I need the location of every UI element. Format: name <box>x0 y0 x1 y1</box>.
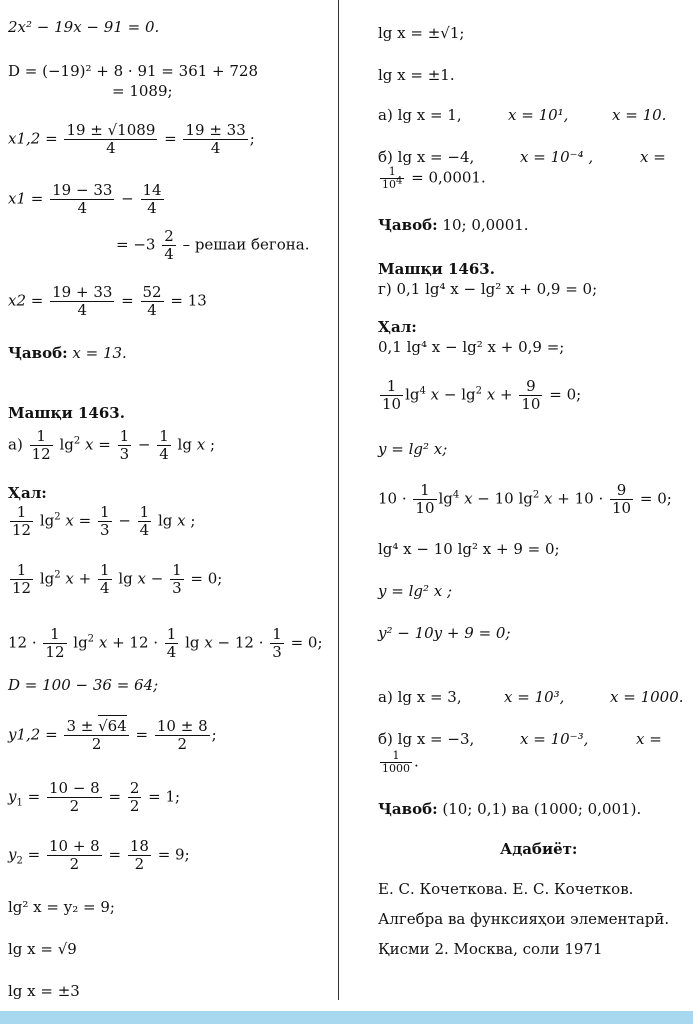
solution2-step-4: lg⁴ x − 10 lg² x + 9 = 0; <box>378 540 560 558</box>
lhs: x1,2 = <box>8 129 58 148</box>
root-x1: x1 = $\frac{19 - 33}{4}$ − $\frac{14}{4}$ <box>8 181 162 217</box>
solution2-step-2: $\frac{1}{10}$ $\lg^4 x - \lg^2 x$ + $\frac{9}{10}$ = 0; <box>382 377 582 413</box>
denominator: 4 <box>77 199 88 217</box>
case-result: x = 10. <box>612 106 667 124</box>
roots-y12: y1,2 = $\frac{3 \pm √64}{2}$ = $\frac{10 \pm 8}{2}$ ; <box>8 717 217 753</box>
solution-step-2: $\frac{1}{12}$ $\lg^2 x$ + $\frac{1}{4}$ lg x − $\frac{1}{3}$ = 0; <box>12 561 223 597</box>
equation-line: 2x² − 19x − 91 = 0. <box>8 18 160 36</box>
case-b-1-result: $\frac{1}{10^4}$ = 0,0001. <box>382 165 486 191</box>
exercise-g: г) 0,1 lg⁴ x − lg² x + 0,9 = 0; <box>378 280 598 298</box>
answer-value: x = 13. <box>72 344 127 362</box>
case-result: x = 1000. <box>610 688 684 706</box>
case-b-2 <box>378 730 662 748</box>
case-a-1 <box>378 106 667 124</box>
solution-step-3: 12 · $\frac{1}{12}$ $\lg^2 x + 12$ · $\frac{1}{4}$ lg x − 12 · $\frac{1}{3}$ = 0; <box>8 625 323 661</box>
references-title: Адабиёт: <box>500 840 578 858</box>
discriminant-line: D = (−19)² + 8 · 91 = 361 + 728 <box>8 62 259 80</box>
lg-squared-line: lg² x = y₂ = 9; <box>8 898 115 916</box>
lhs: y1,2 = <box>8 725 58 744</box>
denominator: 4 <box>210 139 221 157</box>
case-x: x = 10⁻³, <box>520 730 589 748</box>
lgx-pm-sqrt1: lg x = ±√1; <box>378 24 465 42</box>
solution-label-2: Ҳал: <box>378 318 417 336</box>
case-b-1 <box>378 148 666 166</box>
substitution-1: y = lg² x; <box>378 440 448 458</box>
denominator: 4 <box>147 301 157 319</box>
lgx-pm1: lg x = ±1. <box>378 66 455 84</box>
root-x2: x2 = $\frac{19 + 33}{4}$ = $\frac{52}{4}$ = 13 <box>8 283 207 319</box>
discriminant-2: D = 100 − 36 = 64; <box>8 676 159 694</box>
denominator: 4 <box>147 199 157 217</box>
numerator: 19 ± √1089 <box>66 121 156 139</box>
column-divider <box>338 0 339 1000</box>
numerator: 52 <box>142 283 162 301</box>
root-y2: $y_2$ = $\frac{10 + 8}{2}$ = $\frac{18}{2}$ = 9; <box>8 837 190 873</box>
case-eq: б) lg x = −4, <box>378 148 475 166</box>
numerator: 19 ± 33 <box>185 121 246 139</box>
solution-label: Ҳал: <box>8 484 47 502</box>
case-x-label: x = <box>636 730 662 748</box>
roots-formula: x1,2 = $\frac{19 \pm √1089}{4}$ = $\frac{19 \pm 33}{4}$ ; <box>8 121 255 157</box>
exercise-a: а) $\frac{1}{12}$ $\lg^2 x$ = $\frac{1}{3}$ − $\frac{1}{4}$ lg x ; <box>8 427 216 463</box>
case-x-label: x = <box>640 148 666 166</box>
answer-value: 10; 0,0001. <box>442 216 529 234</box>
numerator: 14 <box>142 181 162 199</box>
item-label: а) <box>8 435 23 454</box>
denominator: 4 <box>164 245 174 263</box>
solution2-step-3: 10 · $\frac{1}{10}$ $\lg^4 x - 10$ $\lg^2 x + 10$ · $\frac{9}{10}$ = 0; <box>378 481 672 517</box>
solution-step-1: $\frac{1}{12}$ $\lg^2 x$ = $\frac{1}{3}$ − $\frac{1}{4}$ lg x ; <box>12 503 196 539</box>
lhs: x1 = <box>8 189 44 208</box>
case-a-2 <box>378 688 684 706</box>
answer-label: Ҷавоб: <box>378 216 438 234</box>
exercise-title-2: Машқи 1463. <box>378 260 495 278</box>
numerator: 19 + 33 <box>52 283 113 301</box>
case-x: x = 10³, <box>504 688 565 706</box>
numerator: 19 − 33 <box>52 181 113 199</box>
reference-line-1: Е. С. Кочеткова. Е. С. Кочетков. <box>378 880 634 898</box>
case-eq: а) lg x = 1, <box>378 106 462 124</box>
footer-band <box>0 1011 693 1024</box>
answer-label: Ҷавоб: <box>378 800 438 818</box>
answer-label: Ҷавоб: <box>8 344 68 362</box>
denominator: 4 <box>106 139 116 157</box>
case-eq: а) lg x = 3, <box>378 688 462 706</box>
exercise-title: Машқи 1463. <box>8 404 125 422</box>
numerator: 2 <box>164 227 174 245</box>
case-x: x = 10¹, <box>508 106 569 124</box>
solution2-step-1: 0,1 lg⁴ x − lg² x + 0,9 =; <box>378 338 565 356</box>
result: = −3 <box>116 235 156 254</box>
substitution-2: y = lg² x ; <box>378 582 453 600</box>
result: = 13 <box>170 291 207 310</box>
root-x1-result <box>116 228 309 263</box>
answer-value: (10; 0,1) ва (1000; 0,001). <box>442 800 642 818</box>
extraneous-note: – решаи бегона. <box>182 235 310 254</box>
answer-1 <box>8 344 127 362</box>
quadratic-y: y² − 10y + 9 = 0; <box>378 624 511 642</box>
discriminant-result: = 1089; <box>112 82 173 100</box>
lhs: x2 = <box>8 291 44 310</box>
answer-3 <box>378 800 641 818</box>
reference-line-2: Алгебра ва функсияҳои элементарӣ. <box>378 910 670 928</box>
case-result: = 0,0001. <box>411 168 486 187</box>
answer-2 <box>378 216 529 234</box>
case-b-2-result: $\frac{1}{1000}$ . <box>382 749 419 775</box>
root-y1: $y_1$ = $\frac{10 - 8}{2}$ = $\frac{2}{2}$ = 1; <box>8 779 181 815</box>
lgx-sqrt-line: lg x = √9 <box>8 940 77 958</box>
reference-line-3: Қисми 2. Москва, соли 1971 <box>378 940 603 958</box>
lgx-pm3-line: lg x = ±3 <box>8 982 80 1000</box>
case-eq: б) lg x = −3, <box>378 730 475 748</box>
denominator: 4 <box>77 301 88 319</box>
case-x: x = 10⁻⁴ , <box>520 148 594 166</box>
